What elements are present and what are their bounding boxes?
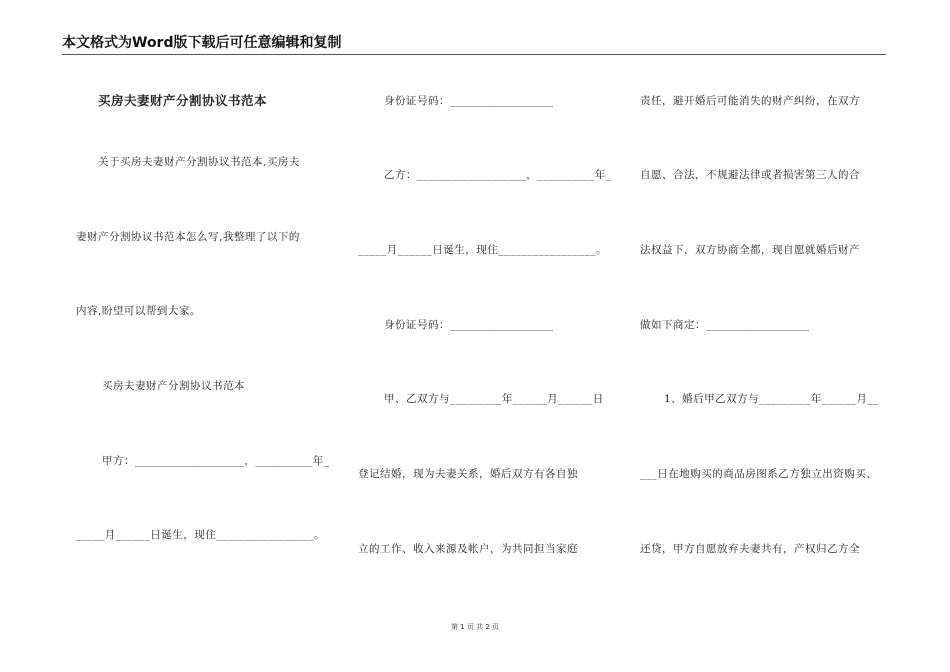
col2-line-7: 立的工作、收入来源及帐户，为共同担当家庭 [358,543,578,555]
col2-line-5: 甲、乙双方与_________年______月______日 [384,393,604,405]
col2-line-2: 乙方：___________________，__________年_ [384,169,612,181]
col1-line-5: 甲方：___________________，__________年_ [102,455,330,467]
col3-line-3: 法权益下，双方协商全都，现自愿就婚后财产 [640,244,860,256]
col1-line-2: 妻财产分割协议书范本怎么写,我整理了以下的 [76,231,300,243]
document-header: 本文格式为Word版下载后可任意编辑和复制 [62,35,342,51]
col3-line-1: 责任，避开婚后可能消失的财产纠纷，在双方 [640,95,860,107]
page-number: 第 1 页 共 2 页 [450,623,500,631]
document-title: 买房夫妻财产分割协议书范本 [98,93,268,108]
col3-line-6: ___日在地购买的商品房图系乙方独立出资购买、 [640,468,878,480]
col2-line-3: _____月______日诞生，现住_________________。 [358,244,607,256]
col1-line-1: 关于买房夫妻财产分割协议书范本,买房夫 [98,156,300,168]
col3-line-4: 做如下商定：__________________ [640,319,810,331]
header-divider [62,54,886,55]
col2-line-4: 身份证号码：__________________ [384,319,554,331]
col1-line-4: 买房夫妻财产分割协议书范本 [102,380,245,392]
col2-line-6: 登记结婚，现为夫妻关系，婚后双方有各自独 [358,468,578,480]
col3-line-2: 自愿、合法，不规避法律或者损害第三人的合 [640,169,860,181]
col3-line-5: 1、婚后甲乙双方与_________年______月__ [664,393,879,405]
col1-line-3: 内容,盼望可以帮到大家。 [76,305,201,317]
col3-line-7: 还贷，甲方自愿放弃夫妻共有，产权归乙方全 [640,543,860,555]
col2-line-1: 身份证号码：__________________ [384,95,554,107]
col1-line-6: _____月______日诞生，现住_________________。 [76,529,325,541]
